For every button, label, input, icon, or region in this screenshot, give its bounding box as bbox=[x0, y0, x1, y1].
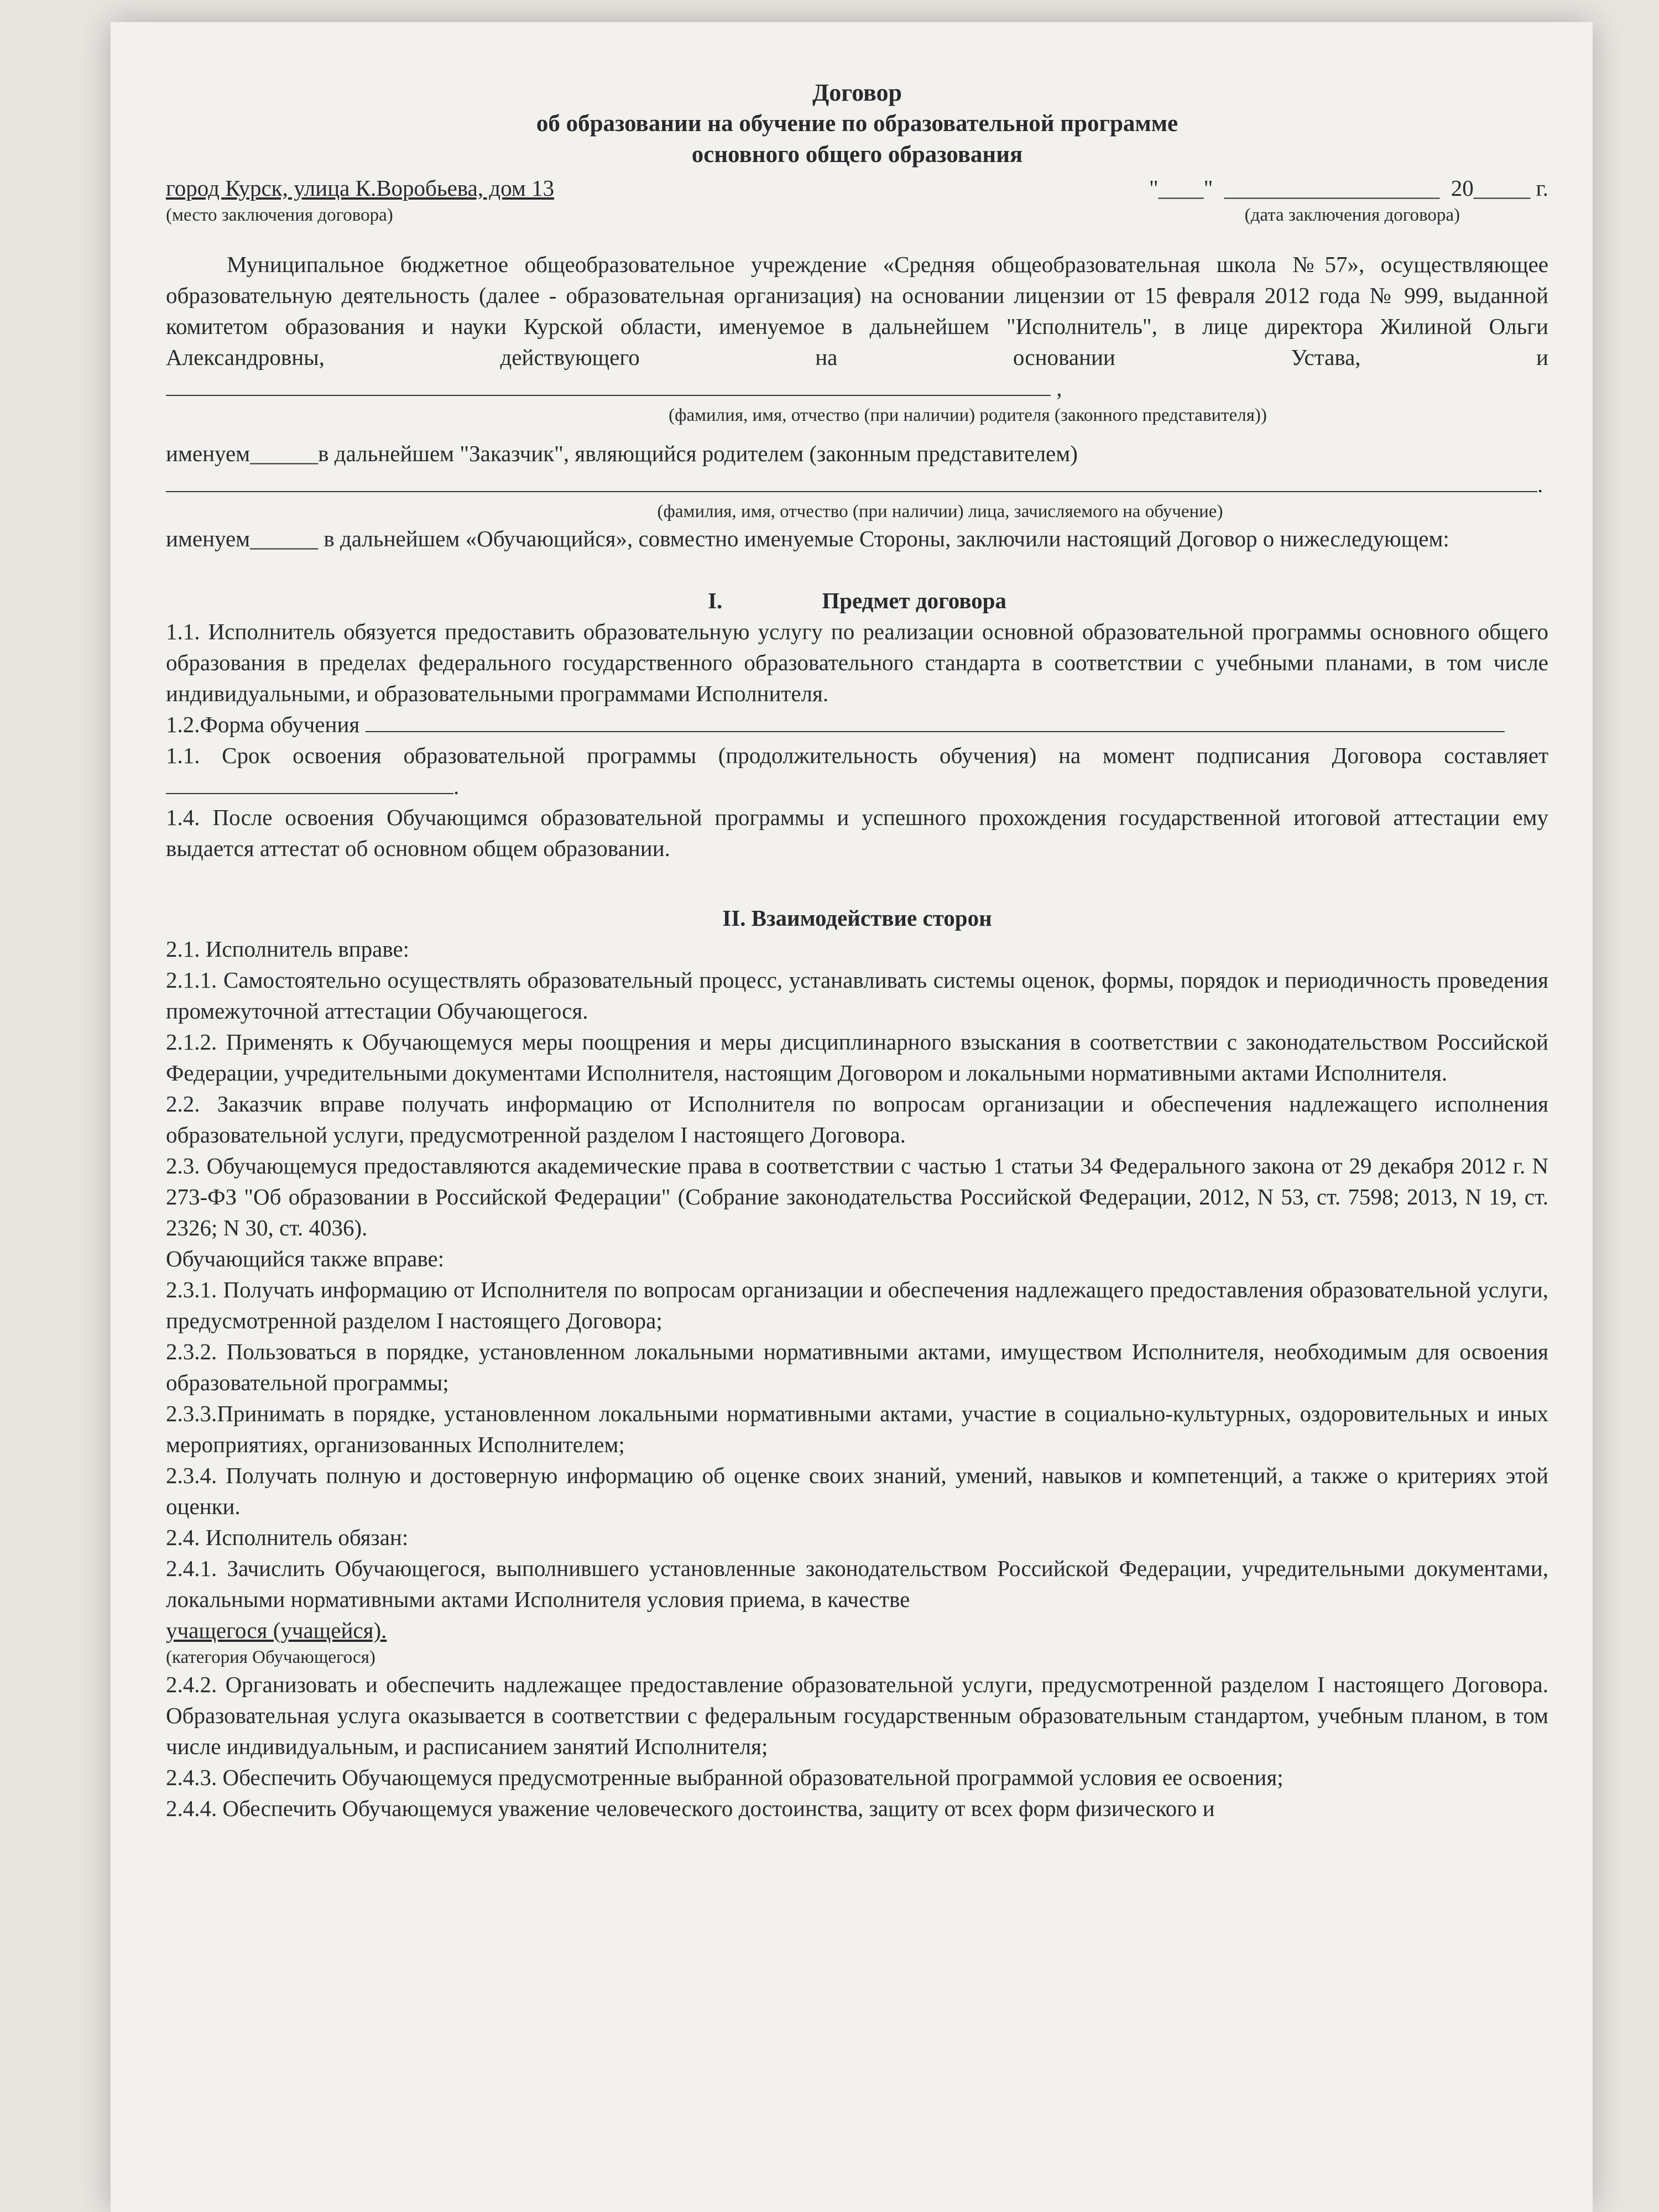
clause-student-rights: Обучающийся также вправе: bbox=[166, 1246, 445, 1271]
clause-1-1: 1.1. Исполнитель обязуется предоставить образовательную услугу по реализации основной образовательной программы основного общего образования в пределах федерального государственного образовательного стандарта в соответствии с учебными планами, в том числе индивидуальными, и образовательными программами Исполнителя. bbox=[166, 619, 1548, 706]
category-caption: (категория Обучающегося) bbox=[166, 1647, 375, 1667]
document-content bbox=[166, 77, 1548, 1824]
document-subtitle-1: об образовании на обучение по образовательной программе bbox=[536, 111, 1178, 137]
document-subtitle-2: основного общего образования bbox=[691, 142, 1023, 168]
clause-2-3: 2.3. Обучающемуся предоставляются академические права в соответствии с частью 1 статьи 34 Федерального закона от 29 декабря 2012 г. N 273-ФЗ "Об образовании в Российской Федерации" (Собрание законодательства Российской Федерации, 2012, N 53, ст. 7598; 2013, N 19, ст. 2326; N 30, ст. 4036). bbox=[166, 1153, 1548, 1240]
clause-2-4-3: 2.4.3. Обеспечить Обучающемуся предусмотренные выбранной образовательной программой условия ее освоения; bbox=[166, 1765, 1284, 1790]
intro-paragraph-2: именуем______в дальнейшем "Заказчик", являющийся родителем (законным представителем) bbox=[166, 441, 1078, 466]
clause-1-2: 1.2.Форма обучения bbox=[166, 709, 1548, 740]
place-value: город Курск, улица К.Воробьева, дом 13 bbox=[166, 175, 555, 201]
date-field: "____" ___________________ 20_____ г. bbox=[1149, 175, 1548, 201]
clause-2-3-4: 2.3.4. Получать полную и достоверную информацию об оценке своих знаний, умений, навыков и компетенций, а также о критериях этой оценки. bbox=[166, 1463, 1548, 1519]
clause-1-4: 1.4. После освоения Обучающимся образовательной программы и успешного прохождения государственной итоговой аттестации ему выдается аттестат об основном общем образовании. bbox=[166, 805, 1548, 861]
date-caption: (дата заключения договора) bbox=[1244, 205, 1460, 225]
parent-caption: (фамилия, имя, отчество (при наличии) родителя (законного представителя)) bbox=[669, 405, 1267, 425]
place-date-row bbox=[166, 173, 1548, 204]
clause-2-1-1: 2.1.1. Самостоятельно осуществлять образовательный процесс, устанавливать системы оценок, формы, порядок и периодичность проведения промежуточной аттестации Обучающегося. bbox=[166, 967, 1548, 1024]
clause-2-1: 2.1. Исполнитель вправе: bbox=[166, 936, 410, 962]
clause-2-4-4: 2.4.4. Обеспечить Обучающемуся уважение человеческого достоинства, защиту от всех форм физического и bbox=[166, 1796, 1215, 1821]
intro-paragraph-1: Муниципальное бюджетное общеобразовательное учреждение «Средняя общеобразовательная школа №57», осуществляющее образовательную деятельность (далее - образовательная организация) на основании лицензии от 15 февраля 2012 года № 999, выданной комитетом образования и науки Курской области, именуемое в дальнейшем "Исполнитель", в лице директора Жилиной Ольги Александровны, действующего на основании Устава, и , bbox=[166, 252, 1548, 401]
clause-2-2: 2.2. Заказчик вправе получать информацию от Исполнителя по вопросам организации и обеспечения надлежащего исполнения образовательной услуги, предусмотренной разделом I настоящего Договора. bbox=[166, 1091, 1548, 1147]
clause-2-4-1: 2.4.1. Зачислить Обучающегося, выполнившего установленные законодательством Российской Федерации, учредительными документами, локальными нормативными актами Исполнителя условия приема, в качестве bbox=[166, 1556, 1548, 1612]
clause-2-4: 2.4. Исполнитель обязан: bbox=[166, 1525, 409, 1550]
clause-2-3-3: 2.3.3.Принимать в порядке, установленном локальными нормативными актами, участие в социально-культурных, оздоровительных и иных мероприятиях, организованных Исполнителем; bbox=[166, 1401, 1548, 1457]
category-value: учащегося (учащейся). bbox=[166, 1618, 387, 1643]
student-caption: (фамилия, имя, отчество (при наличии) лица, зачисляемого на обучение) bbox=[657, 502, 1223, 521]
clause-2-1-2: 2.1.2. Применять к Обучающемуся меры поощрения и меры дисциплинарного взыскания в соответствии с законодательством Российской Федерации, учредительными документами Исполнителя, настоящим Договором и локальными нормативными актами Исполнителя. bbox=[166, 1029, 1548, 1086]
clause-2-3-1: 2.3.1. Получать информацию от Исполнителя по вопросам организации и обеспечения надлежащего предоставления образовательной услуги, предусмотренной разделом I настоящего Договора; bbox=[166, 1277, 1548, 1333]
clause-1-3: 1.1. Срок освоения образовательной программы (продолжительность обучения) на момент подписания Договора составляет . bbox=[166, 743, 1548, 799]
section-2-heading: II. Взаимодействие сторон bbox=[722, 905, 992, 931]
intro-paragraph-3: именуем______ в дальнейшем «Обучающийся», совместно именуемые Стороны, заключили настоящий Договор о нижеследующем: bbox=[166, 526, 1449, 551]
section-1-heading: I. Предмет договора bbox=[708, 588, 1006, 613]
place-caption: (место заключения договора) bbox=[166, 205, 393, 225]
student-name-line: . bbox=[166, 469, 1548, 500]
place-date-captions bbox=[166, 204, 1548, 227]
document-title: Договор bbox=[812, 79, 902, 106]
clause-2-3-2: 2.3.2. Пользоваться в порядке, установленном локальными нормативными актами, имуществом Исполнителя, необходимым для освоения образовательной программы; bbox=[166, 1339, 1548, 1395]
clause-2-4-2: 2.4.2. Организовать и обеспечить надлежащее предоставление образовательной услуги, предусмотренной разделом I настоящего Договора. Образовательная услуга оказывается в соответствии с федеральным государственным образовательным стандартом, учебным планом, в том числе индивидуальным, и расписанием занятий Исполнителя; bbox=[166, 1672, 1548, 1759]
document-sheet bbox=[111, 22, 1593, 2212]
